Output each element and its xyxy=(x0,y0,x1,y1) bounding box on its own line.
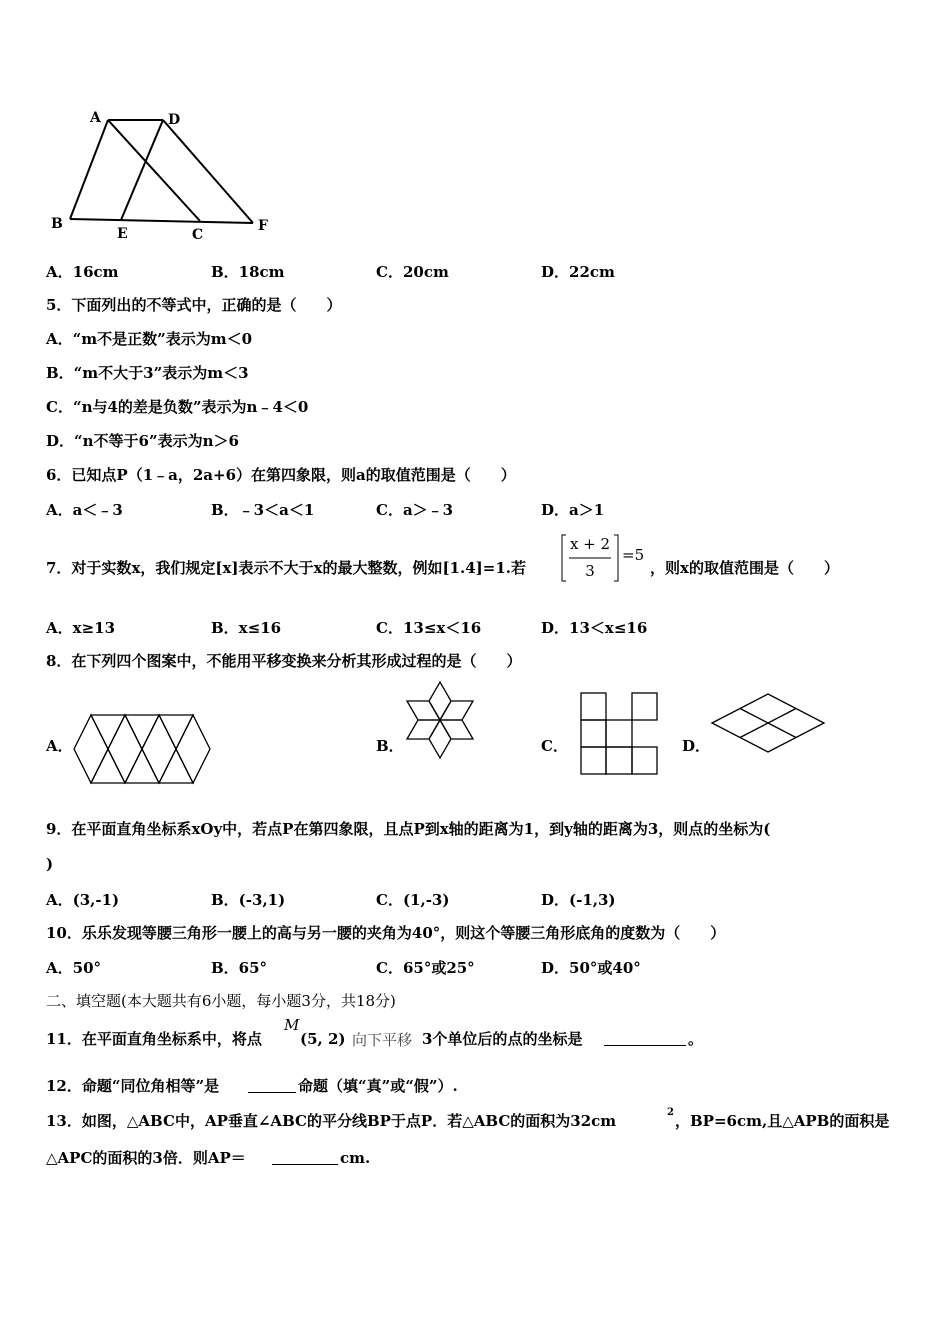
q9-stem: 9．在平面直角坐标系xOy中，若点P在第四象限，且点P到x轴的距离为1，到y轴的距离为3，则点的坐标为( xyxy=(46,820,771,838)
q7-option-d[interactable]: D．13＜x≤16 xyxy=(541,619,648,637)
six-rhombus-star-figure xyxy=(404,682,478,762)
q12-after: 命题（填“真”或“假”）. xyxy=(298,1077,458,1095)
q13-line1-after: ，BP=6cm,且△APB的面积是 xyxy=(675,1112,890,1130)
q7-option-a[interactable]: A．x≥13 xyxy=(46,619,116,637)
q6-option-a[interactable]: A．a＜﹣3 xyxy=(46,501,123,519)
q7-frac-numerator: x + 2 xyxy=(569,535,611,553)
q11-point-label: M xyxy=(284,1016,300,1034)
q9-option-a[interactable]: A．(3,-1) xyxy=(46,891,120,909)
q13-line2-before: △APC的面积的3倍．则AP＝ xyxy=(46,1149,246,1167)
q13-answer-blank[interactable] xyxy=(272,1164,338,1165)
q11-end: 。 xyxy=(688,1030,704,1048)
q9-option-d[interactable]: D．(-1,3) xyxy=(541,891,616,909)
q9-option-b[interactable]: B．(-3,1) xyxy=(211,891,286,909)
q11-answer-blank[interactable] xyxy=(604,1045,686,1046)
q4-option-b[interactable]: B．18cm xyxy=(211,263,285,281)
q10-option-a[interactable]: A．50° xyxy=(46,959,102,977)
q7-frac-denominator: 3 xyxy=(585,562,595,580)
q6-option-c[interactable]: C．a＞﹣3 xyxy=(376,501,454,519)
q9-stem-cont: ) xyxy=(46,855,54,873)
rhombus-grid-figure xyxy=(712,694,828,754)
q5-option-a[interactable]: A．“m不是正数”表示为m＜0 xyxy=(46,330,253,348)
q7-floor-fraction xyxy=(558,533,658,585)
q6-option-d[interactable]: D．a＞1 xyxy=(541,501,605,519)
q11-mid: 向下平移 xyxy=(352,1031,413,1049)
q11-coord: (5, 2) xyxy=(300,1030,346,1048)
q5-stem: 5．下面列出的不等式中，正确的是（ ） xyxy=(46,296,342,314)
label-d: D xyxy=(168,112,181,128)
q10-option-b[interactable]: B．65° xyxy=(211,959,268,977)
label-a: A xyxy=(90,110,101,126)
label-c: C xyxy=(192,227,204,243)
q6-stem: 6．已知点P（1﹣a，2a+6）在第四象限，则a的取值范围是（ ） xyxy=(46,466,516,484)
q9-option-c[interactable]: C．(1,-3) xyxy=(376,891,450,909)
q8-option-d[interactable]: D． xyxy=(682,737,711,755)
q5-option-b[interactable]: B．“m不大于3”表示为m＜3 xyxy=(46,364,249,382)
q8-option-b[interactable]: B． xyxy=(376,737,404,755)
q5-option-d[interactable]: D．“n不等于6”表示为n＞6 xyxy=(46,432,239,450)
label-b: B xyxy=(51,216,63,232)
q13-line2-after: cm. xyxy=(340,1149,371,1167)
q11-after: 3个单位后的点的坐标是 xyxy=(422,1030,583,1048)
q5-option-c[interactable]: C．“n与4的差是负数”表示为n﹣4＜0 xyxy=(46,398,309,416)
squares-grid-figure xyxy=(580,692,660,776)
q4-option-d[interactable]: D．22cm xyxy=(541,263,615,281)
q12-answer-blank[interactable] xyxy=(248,1092,296,1093)
section-heading: 二、填空题(本大题共有6小题，每小题3分，共18分) xyxy=(46,992,396,1010)
q7-stem-before: 7．对于实数x，我们规定[x]表示不大于x的最大整数，例如[1.4]=1.若 xyxy=(46,559,526,577)
q7-option-c[interactable]: C．13≤x＜16 xyxy=(376,619,482,637)
label-f: F xyxy=(258,218,268,234)
trapezoid-figure xyxy=(40,100,280,250)
q12-before: 12．命题“同位角相等”是 xyxy=(46,1077,220,1095)
q10-option-c[interactable]: C．65°或25° xyxy=(376,959,475,977)
q10-option-d[interactable]: D．50°或40° xyxy=(541,959,641,977)
q8-stem: 8．在下列四个图案中，不能用平移变换来分析其形成过程的是（ ） xyxy=(46,652,522,670)
q6-option-b[interactable]: B．﹣3＜a＜1 xyxy=(211,501,315,519)
q7-stem-after: ，则x的取值范围是（ ） xyxy=(650,559,839,577)
q10-stem: 10．乐乐发现等腰三角形一腰上的高与另一腰的夹角为40°，则这个等腰三角形底角的度数为（ ） xyxy=(46,924,726,942)
q7-option-b[interactable]: B．x≤16 xyxy=(211,619,282,637)
q8-option-a[interactable]: A． xyxy=(46,737,73,755)
label-e: E xyxy=(117,226,128,242)
q7-frac-equals: =5 xyxy=(622,546,645,564)
q8-option-c[interactable]: C． xyxy=(541,737,568,755)
q13-line1-before: 13．如图，△ABC中，AP垂直∠ABC的平分线BP于点P．若△ABC的面积为32cm xyxy=(46,1112,617,1130)
q13-superscript: 2 xyxy=(667,1107,674,1118)
rhombus-chain-figure xyxy=(74,715,214,785)
q4-option-c[interactable]: C．20cm xyxy=(376,263,449,281)
q4-option-a[interactable]: A．16cm xyxy=(46,263,119,281)
q11-before: 11．在平面直角坐标系中，将点 xyxy=(46,1030,262,1048)
